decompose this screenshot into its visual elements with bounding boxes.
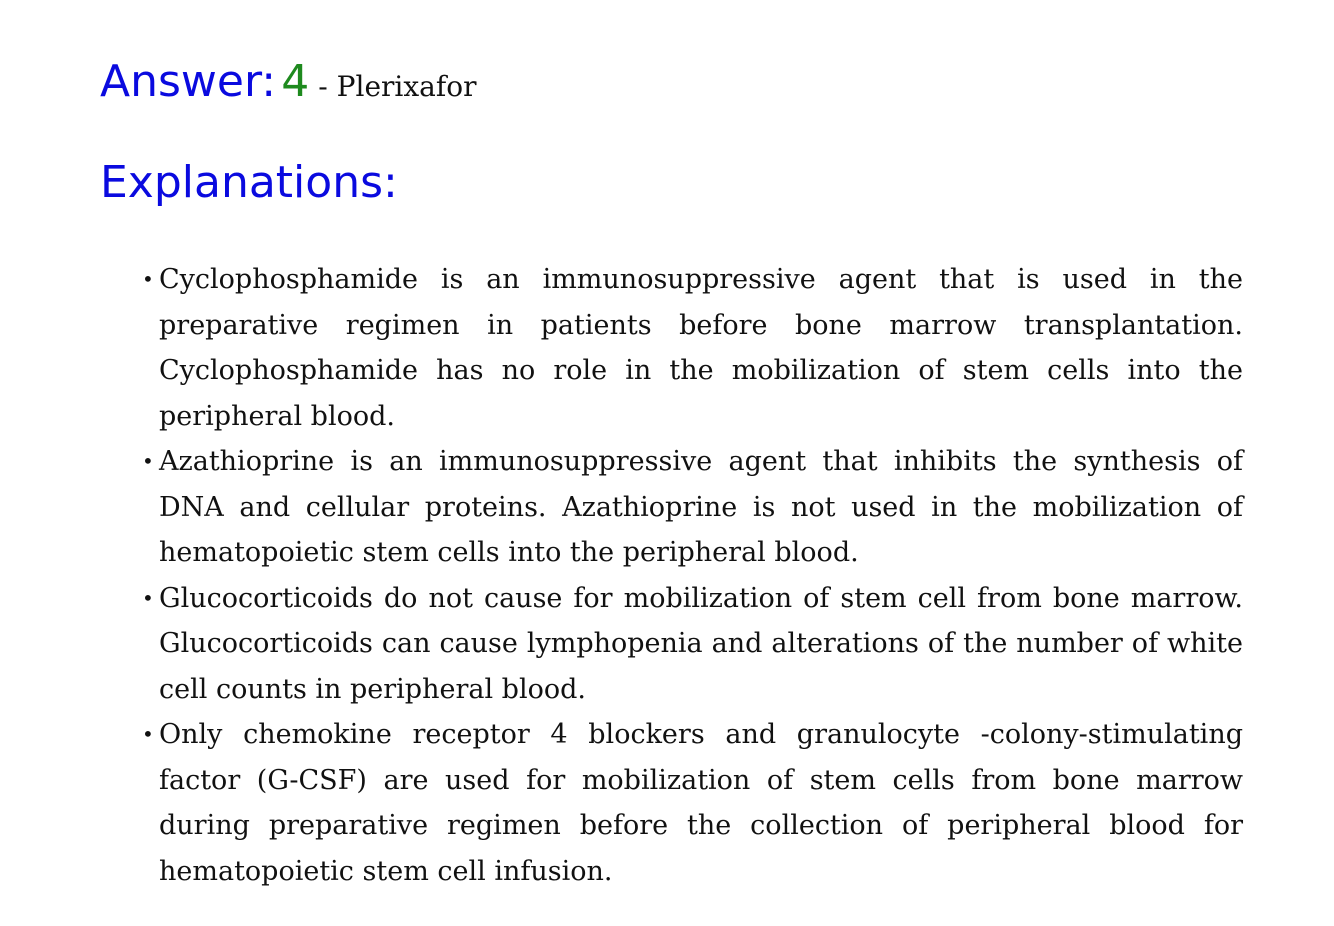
explanation-item-chemokine-gcsf — [142, 712, 1243, 894]
explanation-item-azathioprine — [142, 439, 1243, 576]
answer-number: 4 — [281, 56, 310, 107]
explanation-item-cyclophosphamide — [142, 257, 1243, 439]
bullet-icon: • — [142, 722, 154, 746]
explanations-heading: Explanations: — [100, 157, 398, 208]
explanation-text: Glucocorticoids do not cause for mobilization of stem cell from bone marrow. Glucocorticoids can cause lymphopenia and alterations of the number of white cell counts in peripheral blood. — [159, 582, 1243, 705]
explanation-list — [142, 257, 1243, 894]
explanation-text: Only chemokine receptor 4 blockers and granulocyte -colony-stimulating factor (G-CSF) are used for mobilization of stem cells from bone marrow during preparative regimen before the collection of peripheral blood for hematopoietic stem cell infusion. — [159, 719, 1243, 887]
bullet-icon: • — [142, 449, 154, 473]
bullet-icon: • — [142, 267, 154, 291]
answer-drug-name: - Plerixafor — [318, 70, 477, 103]
explanation-text: Cyclophosphamide is an immunosuppressive agent that is used in the preparative regimen in patients before bone marrow transplantation. Cyclophosphamide has no role in the mobilization of stem cells into the peripheral blood. — [159, 264, 1243, 432]
explanation-text: Azathioprine is an immunosuppressive agent that inhibits the synthesis of DNA and cellular proteins. Azathioprine is not used in the mobilization of hematopoietic stem cells into the peripheral blood. — [159, 446, 1243, 568]
bullet-icon: • — [142, 585, 154, 610]
explanation-item-glucocorticoids — [142, 576, 1243, 713]
answer-label: Answer: — [100, 56, 277, 107]
answer-line — [100, 56, 476, 107]
